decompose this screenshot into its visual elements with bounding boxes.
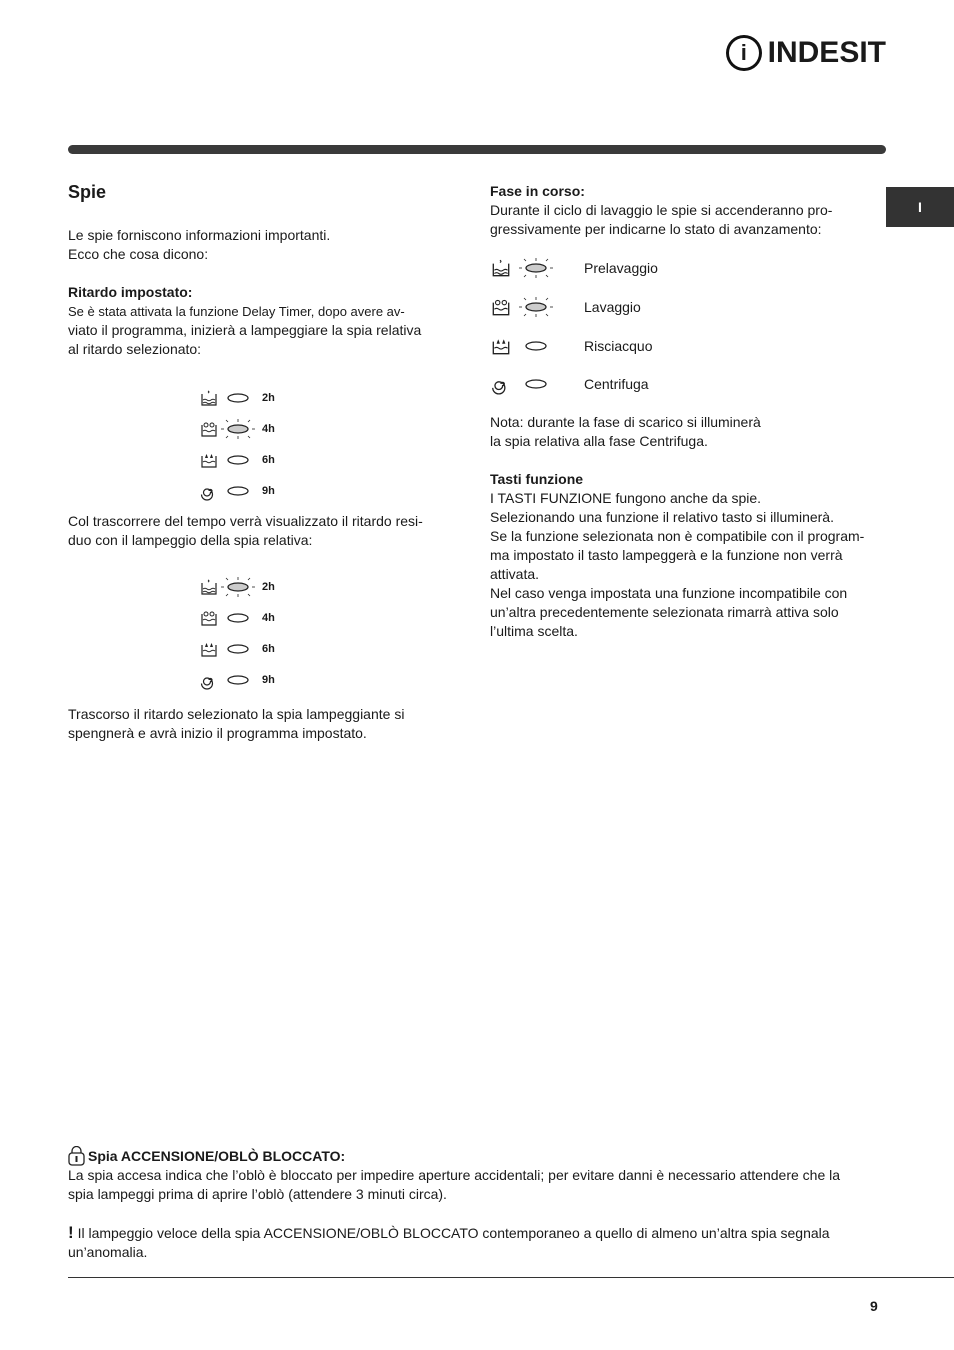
function-line: Selezionando una funzione il relativo tasto si illuminerà. [490, 509, 834, 525]
wash-icon [490, 296, 512, 318]
right-column [490, 182, 880, 239]
phase-label: Risciacquo [584, 337, 653, 354]
phase-row [490, 288, 658, 327]
delay-label: 4h [262, 611, 275, 624]
indicator-led-off [220, 485, 256, 497]
intro-text [68, 226, 448, 264]
delay-label: 6h [262, 642, 275, 655]
indicator-led-off [512, 340, 560, 352]
phase-row [490, 326, 658, 365]
phase-heading: Fase in corso: [490, 183, 585, 199]
function-line: un’altra precedentemente selezionata rimarrà attiva solo [490, 604, 839, 620]
wash-icon [198, 608, 220, 628]
delay-diagram-1 [198, 382, 275, 506]
phase-label: Lavaggio [584, 299, 641, 316]
lock-section [68, 1146, 898, 1262]
language-tab: I [886, 187, 954, 227]
function-line: ma impostato il tasto lampeggerà e la funzione non verrà [490, 547, 843, 563]
lock-line: spia lampeggi prima di aprire l’oblò (attendere 3 minuti circa). [68, 1186, 447, 1202]
function-keys-section [490, 470, 880, 641]
brand-logo-mark: i [726, 35, 762, 71]
end-line: Trascorso il ritardo selezionato la spia lampeggiante si [68, 706, 405, 722]
left-column [68, 182, 448, 359]
phase-label: Centrifuga [584, 376, 649, 393]
header-rule [68, 145, 886, 154]
warning-icon: ! [68, 1223, 74, 1242]
indicator-led-on [512, 257, 560, 279]
function-line: l’ultima scelta. [490, 623, 578, 639]
note-line: la spia relativa alla fase Centrifuga. [490, 433, 708, 449]
delay-row [198, 382, 275, 413]
rinse-icon [198, 450, 220, 470]
footer-rule [68, 1277, 954, 1278]
delay-row [198, 413, 275, 444]
function-line: I TASTI FUNZIONE fungono anche da spie. [490, 490, 762, 506]
phase-row [490, 365, 658, 404]
rinse-icon [198, 639, 220, 659]
indicator-led-off [220, 643, 256, 655]
phase-line: Durante il ciclo di lavaggio le spie si accenderanno pro- [490, 202, 833, 218]
delay-label: 6h [262, 453, 275, 466]
delay-row [198, 571, 275, 602]
function-line: Se la funzione selezionata non è compatibile con il program- [490, 528, 865, 544]
residual-line: duo con il lampeggio della spia relativa: [68, 532, 313, 548]
delay-diagram-2 [198, 571, 275, 695]
delay-row [198, 602, 275, 633]
delay-label: 9h [262, 673, 275, 686]
phase-row [490, 249, 658, 288]
warning-paragraph [68, 1223, 898, 1243]
intro-line: Ecco che cosa dicono: [68, 246, 209, 262]
phase-list [490, 249, 658, 404]
delay-line: al ritardo selezionato: [68, 341, 202, 357]
rinse-icon [490, 335, 512, 357]
prewash-icon [198, 577, 220, 597]
residual-line: Col trascorrere del tempo verrà visualizzato il ritardo resi- [68, 513, 423, 529]
delay-row [198, 664, 275, 695]
delay-label: 2h [262, 391, 275, 404]
lock-heading: Spia ACCENSIONE/OBLÒ BLOCCATO: [88, 1147, 346, 1164]
end-text [68, 705, 448, 743]
spin-icon [198, 481, 220, 501]
brand-logo-text: INDESIT [767, 36, 886, 69]
warning-line: un’anomalia. [68, 1244, 148, 1260]
function-line: Nel caso venga impostata una funzione incompatibile con [490, 585, 848, 601]
indicator-led-off [512, 378, 560, 390]
indicator-led-on [512, 296, 560, 318]
end-line: spengnerà e avrà inizio il programma impostato. [68, 725, 367, 741]
warning-line: Il lampeggio veloce della spia ACCENSIONE/OBLÒ BLOCCATO contemporaneo a quello di almeno un’altra spia segnala [77, 1225, 830, 1241]
delay-row [198, 444, 275, 475]
phase-line: gressivamente per indicarne lo stato di avanzamento: [490, 221, 822, 237]
lock-line: La spia accesa indica che l’oblò è bloccato per impedire aperture accidentali; per evitare danni è necessario attendere che la [68, 1167, 841, 1183]
phase-note [490, 413, 880, 641]
indicator-led-on [220, 418, 256, 440]
prewash-icon [490, 257, 512, 279]
section-title: Spie [68, 182, 107, 202]
delay-label: 4h [262, 422, 275, 435]
delay-heading: Ritardo impostato: [68, 284, 193, 300]
delay-row [198, 633, 275, 664]
indicator-led-off [220, 612, 256, 624]
spin-icon [490, 373, 512, 395]
wash-icon [198, 419, 220, 439]
function-line: attivata. [490, 566, 540, 582]
indicator-led-off [220, 454, 256, 466]
delay-label: 9h [262, 484, 275, 497]
function-keys-heading: Tasti funzione [490, 471, 584, 487]
note-line: Nota: durante la fase di scarico si illuminerà [490, 414, 761, 430]
delay-label: 2h [262, 580, 275, 593]
spin-icon [198, 670, 220, 690]
brand-logo [726, 32, 886, 74]
indicator-led-off [220, 392, 256, 404]
delay-line: Se è stata attivata la funzione Delay Timer, dopo avere av- [68, 304, 405, 319]
intro-line: Le spie forniscono informazioni importanti. [68, 227, 331, 243]
lock-icon [68, 1146, 85, 1166]
indicator-led-on [220, 576, 256, 598]
delay-row [198, 475, 275, 506]
indicator-led-off [220, 674, 256, 686]
page-number: 9 [870, 1298, 878, 1314]
prewash-icon [198, 388, 220, 408]
delay-line: viato il programma, inizierà a lampeggiare la spia relativa [68, 322, 422, 338]
phase-label: Prelavaggio [584, 260, 658, 277]
residual-text [68, 512, 448, 550]
